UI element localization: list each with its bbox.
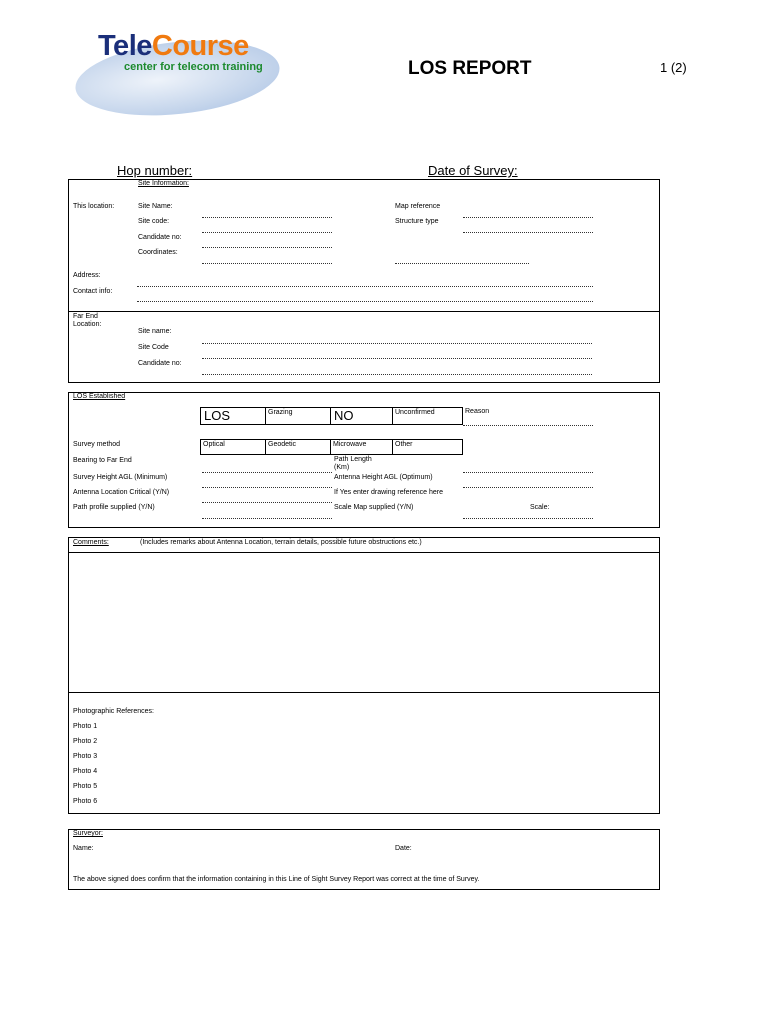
los-cell: LOS: [200, 407, 266, 425]
path-profile-label: Path profile supplied (Y/N): [73, 504, 155, 511]
far-end-label-2: Location:: [73, 321, 102, 328]
page-title: LOS REPORT: [408, 58, 532, 79]
reason-label: Reason: [465, 408, 490, 415]
contact-info-line: [137, 301, 593, 302]
path-length-line: [463, 472, 593, 473]
path-length-label-1: Path Length: [334, 456, 372, 463]
date-of-survey-label: Date of Survey:: [428, 163, 518, 178]
unconfirmed-cell: Unconfirmed: [392, 407, 463, 425]
logo-tagline: center for telecom training: [124, 61, 263, 73]
comments-box: [68, 552, 660, 814]
antenna-height-line: [463, 487, 593, 488]
structure-type-line: [463, 232, 593, 233]
candidate-no-label: Candidate no:: [138, 234, 182, 241]
reason-line: [463, 425, 593, 426]
scale-map-label: Scale Map supplied (Y/N): [334, 504, 414, 511]
photo-2-label: Photo 2: [73, 738, 98, 745]
far-end-site-name-line: [202, 343, 592, 344]
far-end-site-code-label: Site Code: [138, 344, 169, 351]
path-profile-line: [202, 518, 332, 519]
far-end-candidate-label: Candidate no:: [138, 360, 182, 367]
site-info-heading: Site Information:: [138, 180, 189, 187]
contact-info-label: Contact info:: [73, 288, 113, 295]
photo-4-label: Photo 4: [73, 768, 98, 775]
structure-type-label: Structure type: [395, 218, 439, 225]
coordinates-line: [202, 263, 332, 264]
far-end-site-code-line: [202, 358, 592, 359]
antenna-height-label: Antenna Height AGL (Optimum): [334, 474, 433, 481]
site-name-line: [202, 217, 332, 218]
survey-height-line: [202, 487, 332, 488]
surveyor-date-label: Date:: [395, 845, 412, 852]
far-end-site-name-label: Site name:: [138, 328, 172, 335]
if-yes-label: If Yes enter drawing reference here: [334, 489, 443, 496]
optical-cell: Optical: [200, 439, 266, 455]
far-end-label-1: Far End: [73, 313, 98, 320]
coordinates-label: Coordinates:: [138, 249, 178, 256]
hop-number-label: Hop number:: [117, 163, 193, 178]
far-end-candidate-line: [202, 374, 592, 375]
scale-label: Scale:: [530, 504, 550, 511]
bearing-line: [202, 472, 332, 473]
grazing-cell: Grazing: [265, 407, 331, 425]
page-number: 1 (2): [660, 60, 687, 75]
site-name-label: Site Name:: [138, 203, 173, 210]
comments-divider: [68, 692, 660, 693]
comments-note: (Includes remarks about Antenna Location, terrain details, possible future obstructions etc.): [140, 539, 422, 546]
antenna-critical-label: Antenna Location Critical (Y/N): [73, 489, 170, 496]
no-cell: NO: [330, 407, 393, 425]
address-label: Address:: [73, 272, 101, 279]
photo-5-label: Photo 5: [73, 783, 98, 790]
candidate-no-line: [202, 247, 332, 248]
photo-3-label: Photo 3: [73, 753, 98, 760]
photo-refs-heading: Photographic References:: [73, 708, 154, 715]
photo-6-label: Photo 6: [73, 798, 98, 805]
path-length-label-2: (Km): [334, 464, 350, 471]
coordinates-line-2: [395, 263, 529, 264]
logo-wordmark: [98, 30, 249, 63]
comments-heading: Comments:: [73, 539, 109, 546]
survey-height-label: Survey Height AGL (Minimum): [73, 474, 168, 481]
surveyor-name-label: Name:: [73, 845, 94, 852]
bearing-label: Bearing to Far End: [73, 457, 132, 464]
this-location-label: This location:: [73, 203, 115, 210]
site-code-label: Site code:: [138, 218, 170, 225]
photo-1-label: Photo 1: [73, 723, 98, 730]
antenna-critical-line: [202, 502, 332, 503]
other-cell: Other: [392, 439, 463, 455]
microwave-cell: Microwave: [330, 439, 393, 455]
geodetic-cell: Geodetic: [265, 439, 331, 455]
scale-map-line: [463, 518, 593, 519]
surveyor-heading: Surveyor:: [73, 830, 103, 837]
map-reference-line: [463, 217, 593, 218]
surveyor-statement: The above signed does confirm that the information containing in this Line of Sight Survey Report was correct at the time of Survey.: [73, 876, 480, 883]
los-heading: LOS Established: [73, 393, 126, 400]
address-line: [137, 286, 593, 287]
survey-method-label: Survey method: [73, 441, 121, 448]
site-code-line: [202, 232, 332, 233]
logo-course: Course: [151, 30, 249, 62]
logo-tele: Tele: [98, 30, 152, 62]
site-info-box: [68, 179, 660, 312]
map-reference-label: Map reference: [395, 203, 441, 210]
